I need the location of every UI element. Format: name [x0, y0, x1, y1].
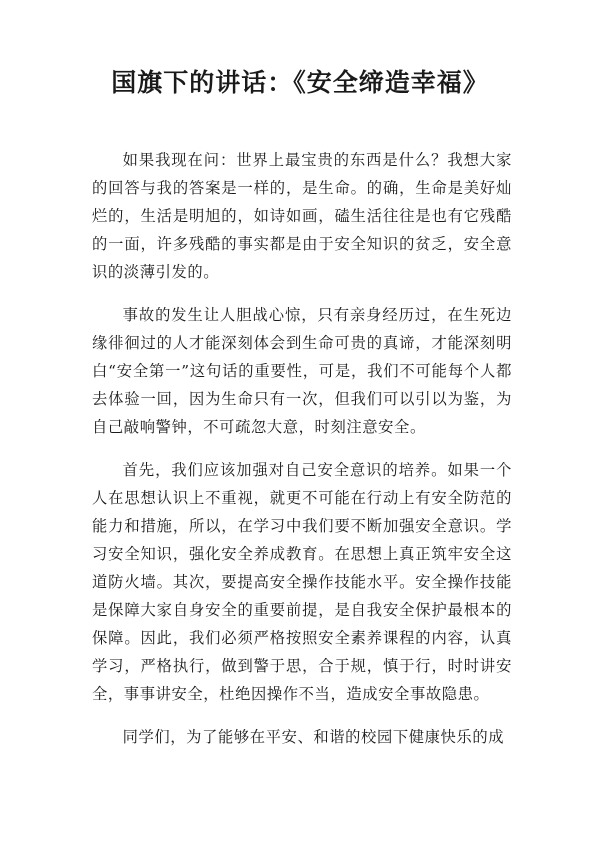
document-body: [92, 146, 512, 766]
page-title: 国旗下的讲话：《安全缔造幸福》: [111, 68, 489, 97]
paragraph-3: 首先，我们应该加强对自己安全意识的培养。如果一个人在思想认识上不重视，就更不可能在行动上有安全防范的能力和措施，所以，在学习中我们要不断加强安全意识。学习安全知识，强化安全养成教育。在思想上真正筑牢安全这道防火墙。其次，要提高安全操作技能水平。安全操作技能是保障大家自身安全的重要前提，是自我安全保护最根本的保障。因此，我们必须严格按照安全素养课程的内容，认真学习，严格执行，做到警于思，合于规，慎于行，时时讲安全，事事讲安全，杜绝因操作不当，造成安全事故隐患。: [92, 461, 512, 703]
paragraph-4: 同学们，为了能够在平安、和谐的校园下健康快乐的成: [122, 728, 505, 746]
paragraph-1: 如果我现在问：世界上最宝贵的东西是什么？我想大家的回答与我的答案是一样的，是生命。的确，生命是美好灿烂的，生活是明旭的，如诗如画，磕生活往往是也有它残酷的一面，许多残酷的事实都是由于安全知识的贫乏，安全意识的淡薄引发的。: [92, 151, 512, 281]
paragraph-2: 事故的发生让人胆战心惊，只有亲身经历过，在生死边缘徘徊过的人才能深刻体会到生命可贵的真谛，才能深刻明白“安全第一”这句话的重要性，可是，我们不可能每个人都去体验一回，因为生命只有一次，但我们可以引以为鉴，为自己敲响警钟，不可疏忽大意，时刻注意安全。: [92, 306, 512, 436]
